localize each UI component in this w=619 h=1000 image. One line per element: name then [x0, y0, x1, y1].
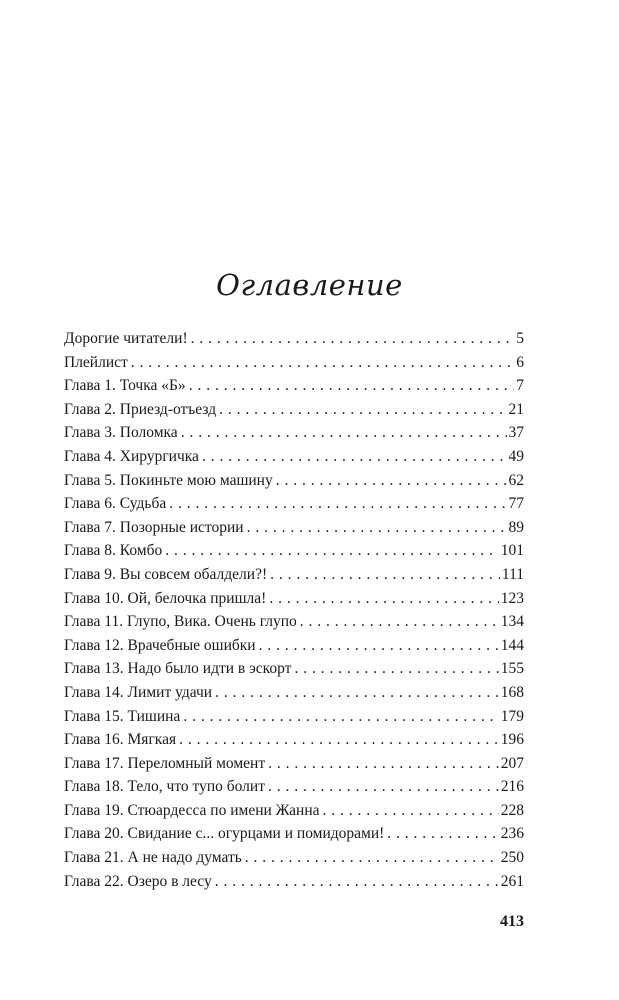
toc-entry-title: Глава 22. Озеро в лесу	[64, 872, 212, 890]
toc-entry-page: 89	[508, 518, 524, 536]
toc-entry-title: Плейлист	[64, 353, 128, 371]
toc-entry[interactable]	[64, 327, 524, 351]
toc-entry-title: Глава 2. Приезд-отъезд	[64, 400, 217, 418]
toc-leader-dots	[215, 870, 499, 894]
toc-leader-dots	[189, 374, 515, 398]
toc-entry[interactable]	[64, 681, 524, 705]
toc-leader-dots	[165, 539, 499, 563]
toc-entry-title: Глава 18. Тело, что тупо болит	[64, 778, 265, 796]
toc-entry-title: Глава 5. Покиньте мою машину	[64, 471, 273, 489]
toc-entry-page: 179	[500, 707, 524, 725]
toc-entry-title: Глава 1. Точка «Б»	[64, 377, 186, 395]
toc-entry[interactable]	[64, 846, 524, 870]
toc-entry-page: 155	[500, 660, 524, 678]
toc-entry[interactable]	[64, 799, 524, 823]
toc-entry[interactable]	[64, 775, 524, 799]
toc-entry[interactable]	[64, 610, 524, 634]
toc-leader-dots	[179, 728, 499, 752]
toc-entry-title: Глава 19. Стюардесса по имени Жанна	[64, 801, 320, 819]
toc-entry-page: 144	[500, 636, 524, 654]
toc-entry[interactable]	[64, 705, 524, 729]
toc-entry-title: Глава 7. Позорные истории	[64, 518, 244, 536]
toc-entry-title: Глава 17. Переломный момент	[64, 754, 266, 772]
toc-leader-dots	[276, 469, 507, 493]
toc-entry-page: 123	[500, 589, 524, 607]
toc-entry[interactable]	[64, 870, 524, 894]
toc-leader-dots	[245, 846, 499, 870]
toc-leader-dots	[259, 634, 499, 658]
toc-entry[interactable]	[64, 563, 524, 587]
toc-entry-page: 5	[516, 330, 524, 347]
toc-entry-title: Глава 3. Поломка	[64, 424, 178, 442]
toc-entry[interactable]	[64, 752, 524, 776]
toc-entry-title: Глава 9. Вы совсем обалдели?!	[64, 565, 268, 583]
toc-leader-dots	[270, 563, 500, 587]
toc-entry-title: Дорогие читатели!	[64, 330, 188, 347]
toc-entry-title: Глава 11. Глупо, Вика. Очень глупо	[64, 613, 297, 631]
toc-leader-dots	[169, 492, 506, 516]
toc-entry-page: 250	[500, 849, 524, 867]
toc-entry[interactable]	[64, 351, 524, 375]
toc-entry-title: Глава 10. Ой, белочка пришла!	[64, 589, 267, 607]
toc-entry[interactable]	[64, 539, 524, 563]
toc-leader-dots	[183, 705, 498, 729]
toc-entry-title: Глава 21. А не надо думать	[64, 849, 242, 867]
toc-entry-page: 101	[500, 542, 524, 560]
page-number: 413	[500, 913, 524, 930]
toc-entry[interactable]	[64, 374, 524, 398]
toc-entry-page: 236	[500, 825, 524, 843]
toc-leader-dots	[387, 822, 498, 846]
toc-entry-page: 7	[516, 377, 524, 395]
toc-entry-page: 49	[508, 447, 524, 465]
toc-entry-title: Глава 4. Хирургичка	[64, 447, 199, 465]
toc-entry-page: 196	[500, 731, 524, 749]
toc-entry-title: Глава 8. Комбо	[64, 542, 163, 560]
toc-entry[interactable]	[64, 421, 524, 445]
toc-entry[interactable]	[64, 587, 524, 611]
toc-entry-page: 6	[516, 353, 524, 371]
toc-entry-title: Глава 20. Свидание с... огурцами и помидорами!	[64, 825, 385, 843]
toc-leader-dots	[215, 681, 499, 705]
toc-leader-dots	[181, 421, 507, 445]
table-of-contents	[64, 327, 524, 893]
toc-entry-page: 37	[508, 424, 524, 442]
page-title: Оглавление	[216, 268, 403, 302]
toc-entry-page: 261	[500, 872, 524, 890]
toc-entry[interactable]	[64, 445, 524, 469]
toc-entry-title: Глава 6. Судьба	[64, 495, 167, 513]
toc-entry[interactable]	[64, 492, 524, 516]
toc-entry-title: Глава 16. Мягкая	[64, 731, 177, 749]
toc-leader-dots	[300, 610, 499, 634]
toc-entry[interactable]	[64, 516, 524, 540]
toc-entry-page: 62	[508, 471, 524, 489]
toc-leader-dots	[219, 398, 506, 422]
toc-entry-page: 228	[500, 801, 524, 819]
toc-entry[interactable]	[64, 728, 524, 752]
toc-leader-dots	[191, 327, 515, 351]
toc-entry-title: Глава 14. Лимит удачи	[64, 683, 213, 701]
toc-entry-title: Глава 15. Тишина	[64, 707, 181, 725]
toc-leader-dots	[269, 587, 498, 611]
toc-entry[interactable]	[64, 657, 524, 681]
toc-entry-page: 207	[500, 754, 524, 772]
toc-entry[interactable]	[64, 469, 524, 493]
toc-entry-page: 216	[500, 778, 524, 796]
toc-leader-dots	[268, 775, 499, 799]
toc-leader-dots	[294, 657, 498, 681]
toc-entry[interactable]	[64, 822, 524, 846]
toc-entry-page: 168	[500, 683, 524, 701]
toc-leader-dots	[247, 516, 507, 540]
toc-entry-page: 111	[501, 565, 524, 583]
toc-entry-page: 77	[508, 495, 524, 513]
toc-entry-title: Глава 13. Надо было идти в эскорт	[64, 660, 292, 678]
toc-entry-page: 21	[508, 400, 524, 418]
toc-leader-dots	[268, 752, 499, 776]
toc-entry-page: 134	[500, 613, 524, 631]
toc-leader-dots	[202, 445, 507, 469]
toc-leader-dots	[323, 799, 499, 823]
toc-entry[interactable]	[64, 398, 524, 422]
toc-entry-title: Глава 12. Врачебные ошибки	[64, 636, 256, 654]
toc-entry[interactable]	[64, 634, 524, 658]
toc-leader-dots	[131, 351, 514, 375]
